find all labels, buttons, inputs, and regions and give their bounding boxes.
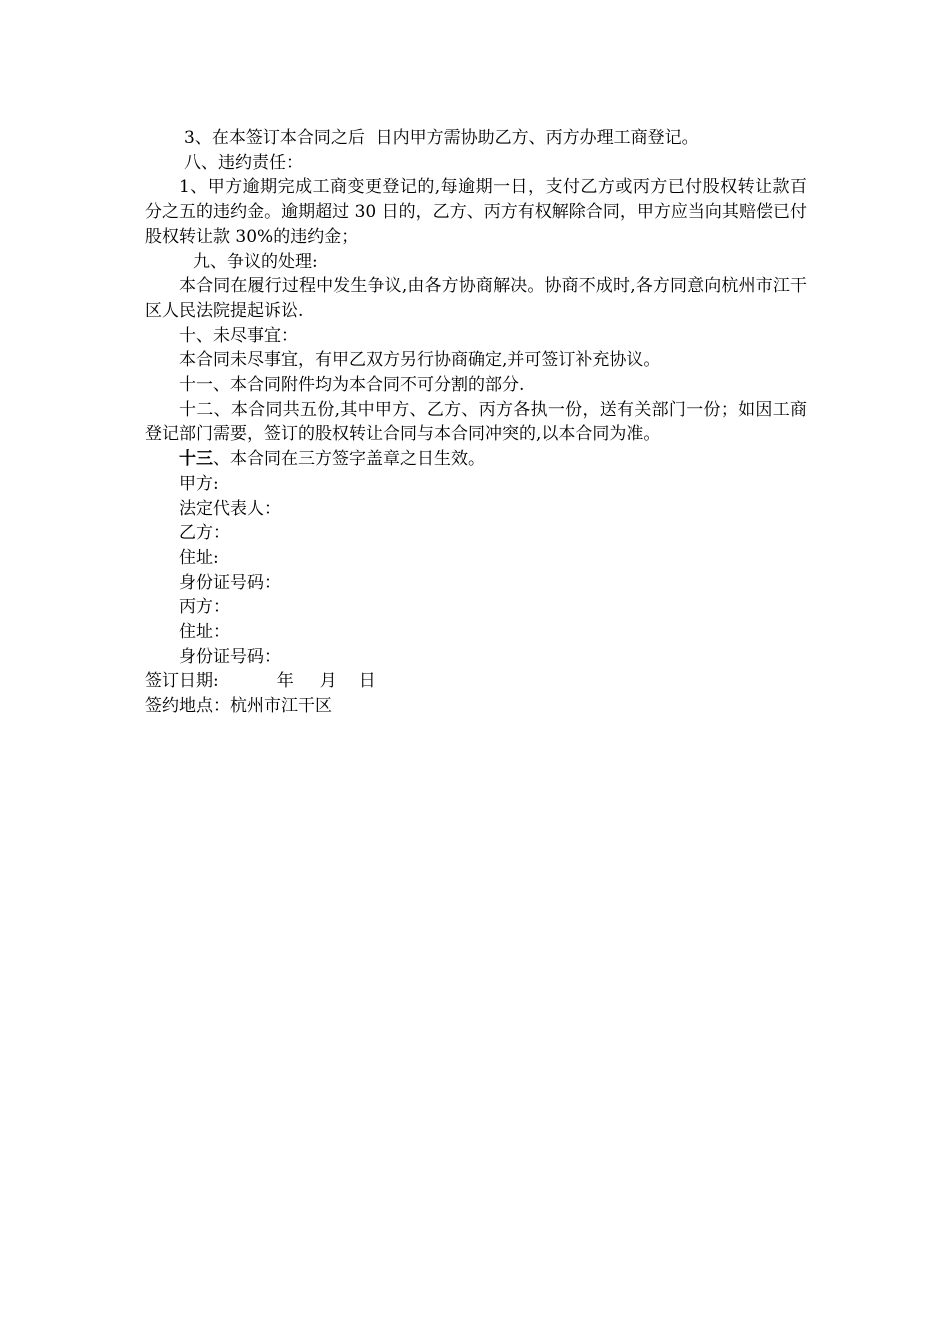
- sign-date-month: 月: [319, 671, 337, 692]
- clause-9-heading: 九、争议的处理:: [193, 251, 318, 272]
- party-b-label: 乙方：: [179, 523, 230, 544]
- clause-13-number: 十三: [179, 449, 213, 470]
- sign-date-year: 年: [276, 671, 294, 692]
- sign-date-day: 日: [358, 671, 376, 692]
- clause-12-text: 十二、本合同共五份,其中甲方、乙方、丙方各执一份，送有关部门一份；如因工商登记部门需要，签订的股权转让合同与本合同冲突的,以本合同为准。: [145, 399, 807, 445]
- party-b-address-label: 住址:: [179, 547, 219, 568]
- clause-7-item-3: 3、在本签订本合同之后 日内甲方需协助乙方、丙方办理工商登记。: [184, 128, 699, 148]
- sign-date-line: [145, 669, 807, 694]
- contract-body: [145, 126, 807, 719]
- sign-place: 签约地点：杭州市江干区: [145, 696, 332, 717]
- clause-13-body: 、本合同在三方签字盖章之日生效。: [213, 449, 485, 470]
- sign-date-label: 签订日期:: [145, 671, 219, 692]
- party-c-address-label: 住址：: [179, 622, 230, 643]
- party-a-label: 甲方:: [179, 473, 219, 494]
- clause-13-text: [145, 447, 807, 472]
- clause-10-heading: 十、未尽事宜：: [179, 325, 298, 346]
- clause-8-heading: 八、违约责任：: [184, 152, 303, 173]
- clause-8-item-1: 1、甲方逾期完成工商变更登记的,每逾期一日，支付乙方或丙方已付股权转让款百分之五的违约金。逾期超过 30 日的，乙方、丙方有权解除合同，甲方应当向其赔偿已付股权转让款 30%的违约金；: [145, 177, 807, 247]
- party-c-id-label: 身份证号码：: [179, 646, 281, 667]
- legal-rep-label: 法定代表人：: [179, 498, 281, 519]
- clause-9-text: 本合同在履行过程中发生争议,由各方协商解决。协商不成时,各方同意向杭州市江干区人民法院提起诉讼.: [145, 276, 807, 321]
- clause-11-text: 十一、本合同附件均为本合同不可分割的部分.: [179, 375, 525, 396]
- party-b-id-label: 身份证号码：: [179, 572, 281, 593]
- clause-10-text: 本合同未尽事宜，有甲乙双方另行协商确定,并可签订补充协议。: [179, 350, 661, 371]
- party-c-label: 丙方：: [179, 597, 230, 618]
